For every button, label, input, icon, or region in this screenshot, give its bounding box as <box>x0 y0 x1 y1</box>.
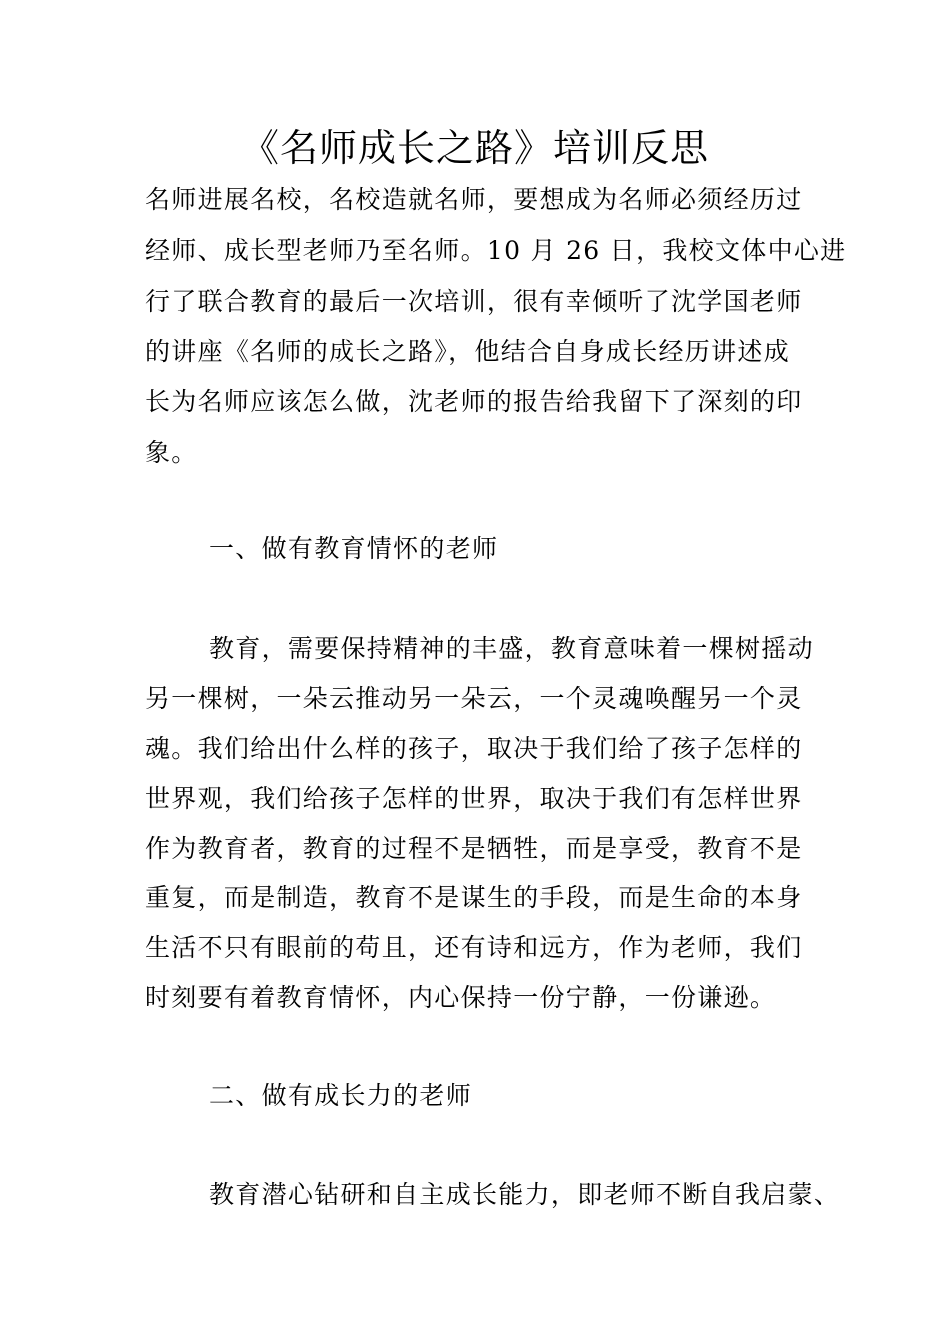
section1-line-2: 另一棵树，一朵云推动另一朵云，一个灵魂唤醒另一个灵 <box>145 684 803 713</box>
section1-line-4: 世界观，我们给孩子怎样的世界，取决于我们有怎样世界 <box>145 784 803 813</box>
document-title: 《名师成长之路》培训反思 <box>240 126 709 170</box>
section2-heading: 二、做有成长力的老师 <box>209 1081 473 1110</box>
intro-line-4: 的讲座《名师的成长之路》，他结合自身成长经历讲述成 <box>145 337 791 366</box>
section2-line-1: 教育潜心钻研和自主成长能力，即老师不断自我启蒙、 <box>209 1180 841 1209</box>
section1-line-7: 生活不只有眼前的苟且，还有诗和远方，作为老师，我们 <box>145 933 803 962</box>
section1-line-5: 作为教育者，教育的过程不是牺牲，而是享受，教育不是 <box>145 834 803 863</box>
intro-line-1: 名师进展名校，名校造就名师，要想成为名师必须经历过 <box>145 185 803 214</box>
intro-line-5: 长为名师应该怎么做，沈老师的报告给我留下了深刻的印 <box>145 387 803 416</box>
section1-line-1: 教育，需要保持精神的丰盛，教育意味着一棵树摇动 <box>209 634 814 663</box>
intro-line-6: 象。 <box>145 438 198 467</box>
intro-line-3: 行了联合教育的最后一次培训，很有幸倾听了沈学国老师 <box>145 287 803 316</box>
intro-line-2: 经师、成长型老师乃至名师。10 月 26 日，我校文体中心进 <box>145 236 847 265</box>
section1-line-3: 魂。我们给出什么样的孩子，取决于我们给了孩子怎样的 <box>145 734 803 763</box>
section1-heading: 一、做有教育情怀的老师 <box>209 534 499 563</box>
section1-line-8: 时刻要有着教育情怀，内心保持一份宁静，一份谦逊。 <box>145 983 777 1012</box>
section1-line-6: 重复，而是制造，教育不是谋生的手段，而是生命的本身 <box>145 883 803 912</box>
